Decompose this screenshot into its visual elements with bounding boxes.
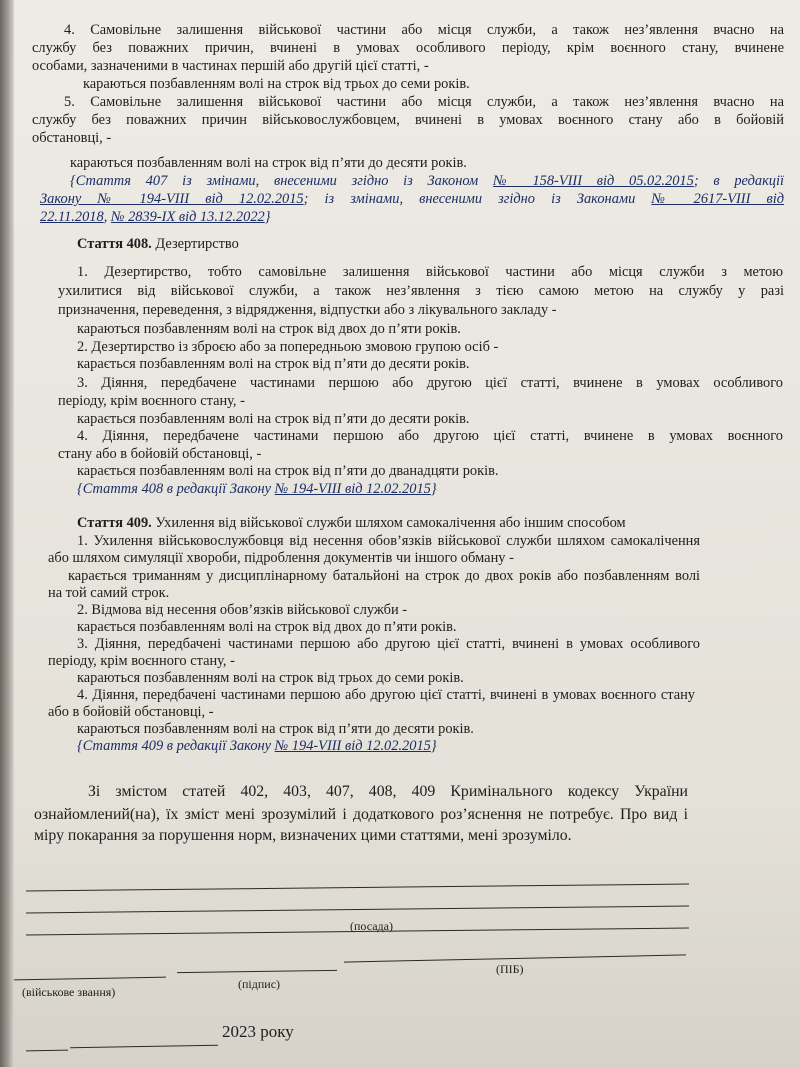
art408-p1-penalty: караються позбавленням волі на строк від двох до п’яти років.: [77, 321, 461, 337]
art409-p1-penalty-line1: карається триманням у дисциплінарному батальйоні на строк до двох років або позбавленням волі: [68, 568, 700, 584]
art409-amendment: {Стаття 409 в редакції Закону № 194-VIII від 12.02.2015}: [77, 738, 437, 754]
art408-p3-line1: 3. Діяння, передбачене частинами першою або другою цієї статті, вчинене в умовах особливого: [77, 375, 783, 391]
acknowledgement-line1: Зі змістом статей 402, 403, 407, 408, 409 Кримінального кодексу України: [88, 783, 688, 800]
art407-amendments-line3: 22.11.2018, № 2839-IX від 13.12.2022}: [40, 209, 271, 225]
art409-p1-line2: або шляхом симуляції хвороби, підроблення документів чи іншого обману -: [48, 550, 514, 566]
art409-p3-line2: періоду, крім воєнного стану, -: [48, 653, 235, 669]
art408-p1-line3: призначення, переведення, з відрядження, відпустки або з лікувального закладу -: [58, 302, 557, 318]
art408-p2: 2. Дезертирство із зброєю або за попередньою змовою групою осіб -: [77, 339, 499, 355]
law-link[interactable]: № 158-VIII від 05.02.2015: [492, 173, 694, 189]
law-link[interactable]: 22.11.2018: [40, 209, 104, 225]
art408-p4-line1: 4. Діяння, передбачене частинами першою або другою цієї статті, вчинене в умовах воєнного: [77, 428, 783, 444]
art407-amendments-line1: {Стаття 407 із змінами, внесеними згідно із Законом № 158-VIII від 05.02.2015; в редакції: [70, 173, 784, 189]
law-link[interactable]: Закону № 194-VIII від 12.02.2015: [40, 191, 304, 207]
art407-p4-line1: 4. Самовільне залишення військової частини або місця служби, а також нез’явлення вчасно на: [64, 22, 784, 38]
position-line-2[interactable]: [26, 906, 689, 914]
art408-p1-line2: ухилитися від військової служби, а також нез’явлення з тією самою метою на службу у разі: [58, 283, 784, 299]
art408-heading: Стаття 408. Дезертирство: [77, 236, 239, 252]
art408-p1-line1: 1. Дезертирство, тобто самовільне залишення військової частини або місця служби з метою: [77, 264, 783, 280]
position-line-1[interactable]: [26, 884, 689, 892]
position-caption: (посада): [350, 919, 393, 933]
art409-p2: 2. Відмова від несення обов’язків військової служби -: [77, 602, 408, 618]
rank-caption: (військове звання): [22, 985, 116, 999]
art407-p5-line3: обстановці, -: [32, 130, 112, 146]
signature-line[interactable]: [177, 970, 337, 973]
rank-line[interactable]: [14, 977, 166, 981]
law-link[interactable]: № 2839-IX від 13.12.2022: [110, 209, 265, 225]
art408-p2-penalty: карається позбавленням волі на строк від п’яти до десяти років.: [77, 356, 470, 372]
acknowledgement-line2: ознайомлений(на), їх зміст мені зрозумілий і додаткового роз’яснення не потребує. Про вид і: [34, 806, 688, 823]
art409-p4-line2: або в бойовій обстановці, -: [48, 704, 214, 720]
date-day-line[interactable]: [26, 1050, 68, 1052]
art407-p4-penalty: караються позбавленням волі на строк від трьох до семи років.: [83, 76, 470, 92]
art407-p4-line3: особами, зазначеними в частинах першій або другій цієї статті, -: [32, 58, 429, 74]
art407-p5-penalty: караються позбавленням волі на строк від п’яти до десяти років.: [70, 155, 467, 171]
signature-caption: (підпис): [238, 977, 281, 991]
law-link[interactable]: № 194-VIII від 12.02.2015: [274, 481, 431, 497]
art409-p4-line1: 4. Діяння, передбачені частинами першою або другою цієї статті, вчинені в умовах воєнного стану: [77, 687, 695, 703]
art409-p1-line1: 1. Ухилення військовослужбовця від несення обов’язків військової служби шляхом самокалічення: [77, 533, 700, 549]
date-year: 2023 року: [222, 1022, 294, 1041]
art409-p3-penalty: караються позбавленням волі на строк від трьох до семи років.: [77, 670, 464, 686]
name-caption: (ПІБ): [496, 962, 524, 976]
art409-p2-penalty: карається позбавленням волі на строк від двох до п’яти років.: [77, 619, 457, 635]
art408-p3-penalty: карається позбавленням волі на строк від п’яти до десяти років.: [77, 411, 470, 427]
date-month-line[interactable]: [70, 1045, 218, 1049]
acknowledgement-line3: міру покарання за порушення норм, визначених цими статтями, мені зрозуміло.: [34, 827, 572, 844]
art409-heading: Стаття 409. Ухилення від військової служби шляхом самокалічення або іншим способом: [77, 515, 626, 531]
art409-p4-penalty: караються позбавленням волі на строк від п’яти до десяти років.: [77, 721, 474, 737]
page-edge-shadow: [0, 0, 14, 1067]
art407-amendments-line2: Закону № 194-VIII від 12.02.2015; із змінами, внесеними згідно із Законами № 2617-VIII від: [40, 191, 784, 207]
art408-p3-line2: періоду, крім воєнного стану, -: [58, 393, 245, 409]
art407-p4-line2: службу без поважних причин, вчинені в умовах особливого періоду, крім воєнного стану, вчинене: [32, 40, 784, 56]
art408-p4-penalty: карається позбавленням волі на строк від п’яти до дванадцяти років.: [77, 463, 499, 479]
law-link[interactable]: № 2617-VIII від: [651, 191, 784, 207]
art408-p4-line2: стану або в бойовій обстановці, -: [58, 446, 262, 462]
law-link[interactable]: № 194-VIII від 12.02.2015: [274, 738, 431, 754]
art407-p5-line1: 5. Самовільне залишення військової частини або місця служби, а також нез’явлення вчасно на: [64, 94, 784, 110]
art407-p5-line2: службу без поважних причин військовослужбовцем, вчинені в умовах воєнного стану або в бойовій: [32, 112, 784, 128]
art409-p1-penalty-line2: на той самий строк.: [48, 585, 170, 601]
art408-amendment: {Стаття 408 в редакції Закону № 194-VIII від 12.02.2015}: [77, 481, 437, 497]
art409-p3-line1: 3. Діяння, передбачені частинами першою або другою цієї статті, вчинені в умовах особливого: [77, 636, 700, 652]
